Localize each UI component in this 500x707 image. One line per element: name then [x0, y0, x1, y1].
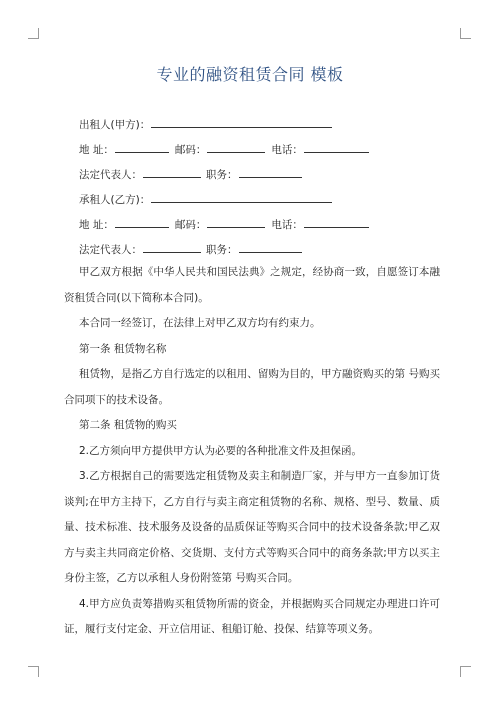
lessee-rep-line — [79, 241, 303, 257]
address-blank[interactable] — [115, 216, 169, 228]
document-title: 专业的融资租赁合同 模板 — [156, 65, 344, 84]
clause-3: 3.乙方根据自己的需要选定租赁物及卖主和制造厂家，并与甲方一直参加订货谈判;在甲方主持下，乙方自行与卖主商定租赁物的名称、规格、型号、数量、质量、技术标准、技术服务及设备的品质保证等购买合同中的技术设备条款;甲乙双方与卖主共同商定价格、交货期、支付方式等购买合同中的商务条款;甲方以买主身份主签，乙方以承租人身份附签第 号购买合同。 — [64, 470, 440, 584]
lessee-address-line — [79, 216, 370, 232]
article-1-heading: 第一条 租赁物名称 — [79, 342, 167, 355]
page-corner-mark — [460, 28, 471, 39]
phone-blank[interactable] — [304, 216, 369, 228]
lessee-blank[interactable] — [151, 191, 332, 203]
position-blank[interactable] — [239, 166, 302, 178]
lessor-line — [79, 116, 333, 132]
lessor-label: 出租人(甲方)： — [79, 119, 151, 131]
page-corner-mark — [460, 666, 471, 677]
contract-body — [64, 260, 440, 643]
lessor-rep-line — [79, 166, 303, 182]
address-label: 地 址： — [79, 219, 114, 231]
address-blank[interactable] — [115, 141, 169, 153]
postcode-blank[interactable] — [207, 141, 265, 153]
article-1-body: 租赁物，是指乙方自行选定的以租用、留购为目的，甲方融资购买的第 号购买合同项下的技术设备。 — [64, 368, 440, 406]
phone-blank[interactable] — [304, 141, 369, 153]
page-corner-mark — [28, 28, 39, 39]
binding-paragraph: 本合同一经签订，在法律上对甲乙双方均有约束力。 — [79, 317, 321, 329]
position-label: 职务： — [206, 169, 238, 181]
postcode-label: 邮码： — [174, 219, 207, 231]
phone-label: 电话： — [271, 219, 303, 231]
legal-rep-blank[interactable] — [143, 241, 201, 253]
position-blank[interactable] — [239, 241, 302, 253]
lessor-blank[interactable] — [151, 116, 332, 128]
intro-paragraph: 甲乙双方根据《中华人民共和国民法典》之规定，经协商一致，自愿签订本融资租赁合同(以下简称本合同)。 — [64, 266, 440, 304]
lessee-line — [79, 191, 333, 207]
position-label: 职务： — [206, 244, 238, 256]
page-corner-mark — [28, 666, 39, 677]
clause-4: 4.甲方应负责筹措购买租赁物所需的资金，并根据购买合同规定办理进口许可证，履行支付定金、开立信用证、租船订舱、投保、结算等项义务。 — [64, 597, 440, 635]
lessee-label: 承租人(乙方)： — [79, 194, 151, 206]
clause-2: 2.乙方须向甲方提供甲方认为必要的各种批准文件及担保函。 — [79, 444, 363, 457]
postcode-label: 邮码： — [174, 144, 207, 156]
lessor-address-line — [79, 141, 370, 157]
address-label: 地 址： — [79, 144, 114, 156]
legal-rep-blank[interactable] — [143, 166, 201, 178]
legal-rep-label: 法定代表人： — [79, 169, 142, 181]
phone-label: 电话： — [271, 144, 303, 156]
article-2-heading: 第二条 租赁物的购买 — [79, 419, 177, 431]
postcode-blank[interactable] — [207, 216, 265, 228]
legal-rep-label: 法定代表人： — [79, 244, 142, 256]
